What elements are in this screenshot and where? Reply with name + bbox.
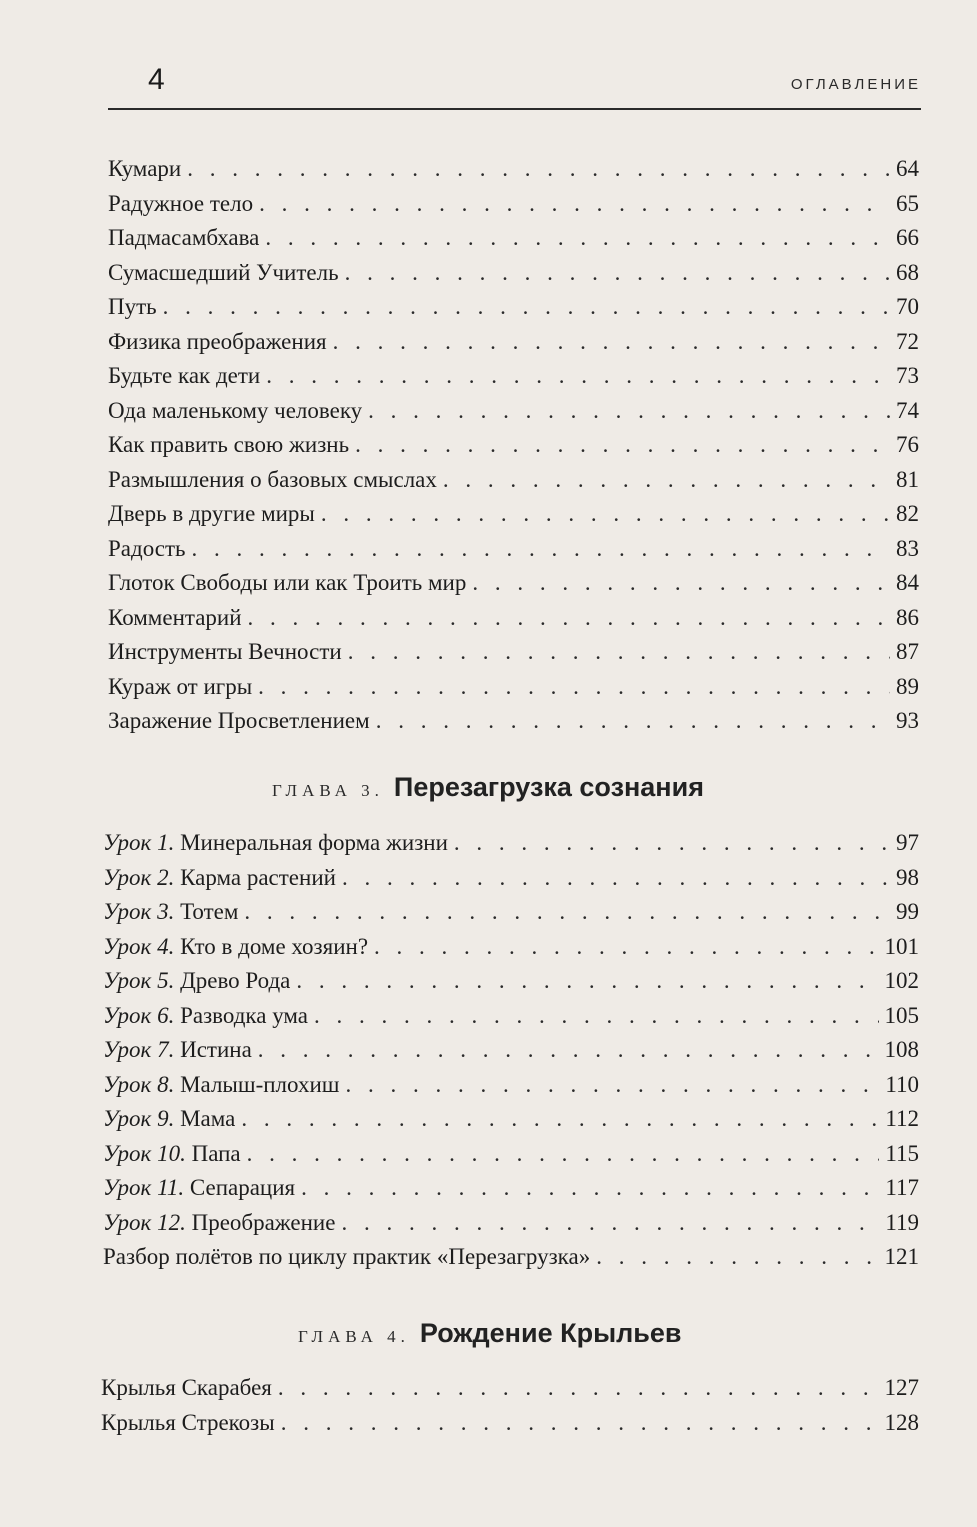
- lesson-number: Урок 3.: [103, 899, 175, 924]
- toc-entry: [108, 601, 919, 636]
- toc-entry-title: [108, 256, 345, 291]
- entry-text: Разбор полётов по циклу практик «Перезагрузка»: [103, 1244, 591, 1269]
- toc-entry-title: [108, 187, 259, 222]
- entry-text: Кто в доме хозяин?: [180, 933, 369, 959]
- toc-section-top: [108, 152, 919, 739]
- entry-text: Как править свою жизнь: [108, 432, 350, 457]
- dot-leader: [265, 221, 890, 256]
- toc-entry-title: [108, 325, 333, 360]
- dot-leader: [443, 463, 890, 498]
- lesson-number: Урок 7.: [103, 1037, 175, 1062]
- toc-entry-title: [103, 861, 342, 896]
- toc-entry: [103, 826, 919, 861]
- entry-text: Размышления о базовых смыслах: [108, 466, 437, 492]
- entry-text: Разводка ума: [180, 1002, 308, 1028]
- toc-entry: [108, 325, 919, 360]
- chapter-3-title: Перезагрузка сознания: [393, 772, 704, 802]
- toc-entry-page: 81: [896, 466, 919, 492]
- toc-entry: [108, 635, 919, 670]
- toc-entry: [108, 428, 919, 463]
- dot-leader: [248, 601, 890, 636]
- toc-entry-title: [101, 1371, 278, 1406]
- toc-entry-title: [103, 1102, 241, 1137]
- dot-leader: [355, 428, 890, 463]
- toc-entry-title: [108, 566, 472, 601]
- toc-entry-title: [108, 394, 368, 429]
- toc-chapter-3: [103, 826, 919, 1275]
- entry-text: Истина: [180, 1037, 252, 1062]
- toc-entry: [108, 704, 919, 739]
- lesson-number: Урок 6.: [103, 1002, 175, 1028]
- dot-leader: [163, 290, 890, 325]
- toc-entry: [103, 1171, 919, 1206]
- dot-leader: [244, 895, 890, 930]
- toc-entry: [108, 566, 919, 601]
- lesson-number: Урок 10.: [103, 1140, 186, 1166]
- toc-entry-page: 128: [884, 1409, 919, 1435]
- dot-leader: [341, 1206, 879, 1241]
- toc-entry: [103, 895, 919, 930]
- entry-text: Сепарация: [189, 1175, 296, 1200]
- dot-leader: [345, 1068, 879, 1103]
- running-head: ОГЛАВЛЕНИЕ: [790, 76, 921, 93]
- toc-entry-title: [108, 428, 355, 463]
- dot-leader: [187, 152, 890, 187]
- toc-entry: [108, 497, 919, 532]
- lesson-number: Урок 9.: [103, 1106, 175, 1131]
- toc-entry-page: 66: [896, 225, 919, 250]
- toc-entry-page: 127: [884, 1375, 919, 1400]
- toc-entry: [108, 221, 919, 256]
- dot-leader: [345, 256, 890, 291]
- toc-entry-title: [103, 1068, 345, 1103]
- chapter-3-label: ГЛАВА 3.: [272, 781, 384, 800]
- toc-entry-page: 83: [896, 535, 919, 561]
- entry-text: Минеральная форма жизни: [180, 830, 448, 855]
- toc-entry: [108, 359, 919, 394]
- entry-text: Радужное тело: [108, 190, 254, 216]
- entry-text: Кураж от игры: [108, 673, 253, 699]
- toc-entry-title: [103, 895, 244, 930]
- dot-leader: [258, 670, 890, 705]
- lesson-number: Урок 2.: [103, 864, 175, 890]
- lesson-number: Урок 1.: [103, 830, 175, 855]
- chapter-4-label: ГЛАВА 4.: [298, 1327, 410, 1346]
- toc-entry: [103, 861, 919, 896]
- dot-leader: [376, 704, 890, 739]
- toc-entry-title: [108, 359, 266, 394]
- dot-leader: [314, 999, 879, 1034]
- toc-entry: [108, 187, 919, 222]
- header-rule: [108, 108, 921, 110]
- toc-entry-page: 72: [896, 328, 919, 354]
- toc-entry-page: 93: [896, 708, 919, 733]
- toc-entry-page: 101: [884, 933, 919, 959]
- entry-text: Сумасшедший Учитель: [108, 259, 339, 285]
- toc-entry: [103, 1206, 919, 1241]
- toc-entry-page: 87: [896, 639, 919, 664]
- lesson-number: Урок 11.: [103, 1175, 185, 1200]
- toc-entry-title: [103, 1137, 247, 1172]
- entry-text: Заражение Просветлением: [108, 708, 370, 733]
- dot-leader: [296, 964, 878, 999]
- dot-leader: [596, 1240, 878, 1275]
- chapter-4-heading: [298, 1318, 682, 1349]
- toc-entry-title: [108, 704, 376, 739]
- entry-text: Малыш-плохиш: [180, 1071, 340, 1097]
- dot-leader: [374, 930, 878, 965]
- toc-entry-title: [108, 463, 443, 498]
- toc-entry-page: 86: [896, 604, 919, 630]
- dot-leader: [454, 826, 890, 861]
- chapter-4-title: Рождение Крыльев: [419, 1318, 682, 1348]
- dot-leader: [342, 861, 890, 896]
- toc-entry-title: [108, 532, 192, 567]
- entry-text: Тотем: [180, 899, 239, 924]
- toc-entry-title: [108, 152, 187, 187]
- dot-leader: [241, 1102, 879, 1137]
- dot-leader: [247, 1137, 880, 1172]
- toc-entry-page: 105: [884, 1002, 919, 1028]
- toc-entry: [103, 964, 919, 999]
- toc-entry-page: 64: [896, 156, 919, 181]
- dot-leader: [321, 497, 890, 532]
- toc-entry-title: [108, 290, 163, 325]
- chapter-3-heading: [272, 772, 704, 803]
- toc-entry-page: 119: [885, 1209, 919, 1235]
- toc-entry-page: 110: [885, 1071, 919, 1097]
- toc-entry: [103, 1102, 919, 1137]
- toc-entry-page: 121: [884, 1244, 919, 1269]
- toc-entry: [108, 256, 919, 291]
- toc-entry-title: [108, 670, 258, 705]
- entry-text: Крылья Стрекозы: [101, 1409, 275, 1435]
- toc-entry-title: [103, 1206, 341, 1241]
- toc-entry-page: 70: [896, 294, 919, 319]
- toc-entry-title: [103, 1171, 301, 1206]
- toc-entry-title: [108, 601, 248, 636]
- toc-entry-page: 68: [896, 259, 919, 285]
- toc-entry-page: 108: [884, 1037, 919, 1062]
- toc-entry-title: [108, 221, 265, 256]
- toc-entry-page: 115: [885, 1140, 919, 1166]
- dot-leader: [259, 187, 890, 222]
- toc-entry-page: 74: [896, 397, 919, 423]
- entry-text: Мама: [180, 1106, 236, 1131]
- lesson-number: Урок 5.: [103, 968, 175, 993]
- entry-text: Комментарий: [108, 604, 242, 630]
- toc-entry-title: [108, 635, 348, 670]
- dot-leader: [278, 1371, 879, 1406]
- toc-entry-title: [108, 497, 321, 532]
- toc-entry-title: [101, 1406, 281, 1441]
- entry-text: Дверь в другие миры: [108, 501, 315, 526]
- entry-text: Радость: [108, 535, 186, 561]
- entry-text: Крылья Скарабея: [101, 1375, 272, 1400]
- toc-entry-title: [103, 826, 454, 861]
- toc-entry-title: [103, 1033, 258, 1068]
- toc-entry: [101, 1371, 919, 1406]
- toc-entry: [108, 290, 919, 325]
- toc-entry: [108, 152, 919, 187]
- entry-text: Инструменты Вечности: [108, 639, 342, 664]
- dot-leader: [472, 566, 890, 601]
- toc-entry: [103, 930, 919, 965]
- entry-text: Карма растений: [180, 864, 336, 890]
- toc-entry-page: 84: [896, 570, 919, 595]
- toc-entry-title: [103, 999, 314, 1034]
- toc-entry-page: 76: [896, 432, 919, 457]
- toc-entry-page: 73: [896, 363, 919, 388]
- dot-leader: [333, 325, 890, 360]
- dot-leader: [192, 532, 890, 567]
- entry-text: Папа: [191, 1140, 241, 1166]
- toc-entry-page: 82: [896, 501, 919, 526]
- toc-entry: [103, 999, 919, 1034]
- toc-entry-page: 98: [896, 864, 919, 890]
- entry-text: Кумари: [108, 156, 182, 181]
- entry-text: Падмасамбхава: [108, 225, 260, 250]
- toc-entry: [103, 1033, 919, 1068]
- entry-text: Глоток Свободы или как Троить мир: [108, 570, 467, 595]
- toc-entry: [103, 1068, 919, 1103]
- toc-entry-title: [103, 964, 296, 999]
- toc-entry-page: 89: [896, 673, 919, 699]
- toc-entry: [101, 1406, 919, 1441]
- dot-leader: [281, 1406, 879, 1441]
- toc-entry-page: 99: [896, 899, 919, 924]
- dot-leader: [368, 394, 890, 429]
- dot-leader: [301, 1171, 879, 1206]
- lesson-number: Урок 8.: [103, 1071, 175, 1097]
- entry-text: Физика преображения: [108, 328, 327, 354]
- dot-leader: [258, 1033, 879, 1068]
- dot-leader: [348, 635, 890, 670]
- toc-chapter-4: [101, 1371, 919, 1440]
- entry-text: Преображение: [191, 1209, 336, 1235]
- toc-entry: [108, 670, 919, 705]
- dot-leader: [266, 359, 890, 394]
- toc-entry: [108, 394, 919, 429]
- toc-entry-page: 102: [884, 968, 919, 993]
- toc-entry: [103, 1137, 919, 1172]
- entry-text: Ода маленькому человеку: [108, 397, 363, 423]
- toc-entry-title: [103, 1240, 596, 1275]
- toc-entry-page: 112: [885, 1106, 919, 1131]
- lesson-number: Урок 12.: [103, 1209, 186, 1235]
- page-number: 4: [148, 63, 165, 96]
- lesson-number: Урок 4.: [103, 933, 175, 959]
- toc-entry: [103, 1240, 919, 1275]
- toc-entry-page: 97: [896, 830, 919, 855]
- entry-text: Будьте как дети: [108, 363, 261, 388]
- toc-entry: [108, 463, 919, 498]
- toc-entry-page: 65: [896, 190, 919, 216]
- entry-text: Путь: [108, 294, 157, 319]
- entry-text: Древо Рода: [180, 968, 291, 993]
- toc-entry-title: [103, 930, 374, 965]
- toc-entry: [108, 532, 919, 567]
- toc-entry-page: 117: [885, 1175, 919, 1200]
